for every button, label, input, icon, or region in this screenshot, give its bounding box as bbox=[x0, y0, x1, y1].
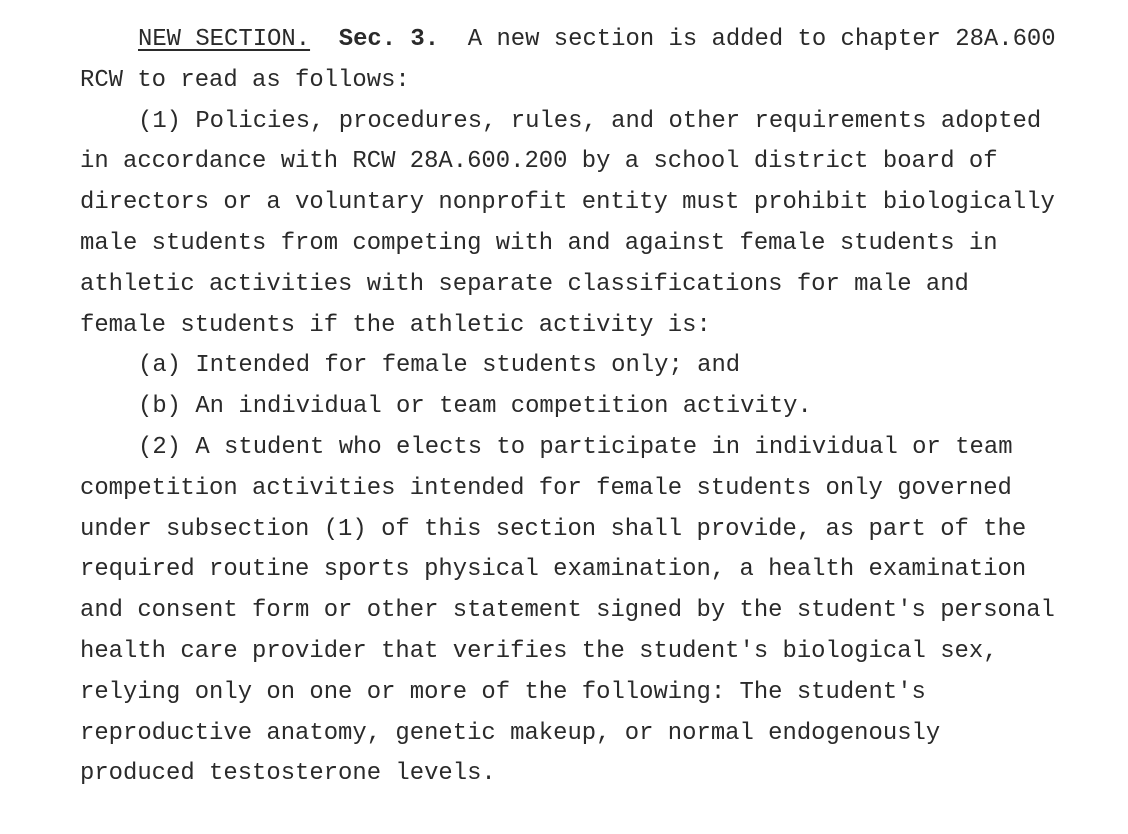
subsection-1-line: in accordance with RCW 28A.600.200 by a school district board of bbox=[80, 148, 998, 176]
section-heading-line bbox=[80, 20, 1080, 61]
subsection-2-line: competition activities intended for female students only governed bbox=[80, 474, 1012, 502]
item-a: (a) Intended for female students only; and bbox=[138, 352, 741, 380]
subsection-1-line: female students if the athletic activity is: bbox=[80, 311, 711, 339]
subsection-2-line: health care provider that verifies the student's biological sex, bbox=[80, 637, 998, 665]
subsection-1-line: male students from competing with and against female students in bbox=[80, 229, 998, 257]
subsection-2-line: relying only on one or more of the following: The student's bbox=[80, 678, 926, 706]
item-b: (b) An individual or team competition activity. bbox=[138, 393, 812, 421]
section-number: Sec. 3. bbox=[338, 26, 440, 53]
subsection-2-line: and consent form or other statement signed by the student's personal bbox=[80, 597, 1055, 625]
section-intro-line-2: RCW to read as follows: bbox=[80, 66, 410, 94]
section-intro-text: A new section is added to chapter 28A.600 bbox=[467, 26, 1056, 53]
subsection-1-line: directors or a voluntary nonprofit entity must prohibit biologically bbox=[80, 189, 1055, 217]
subsection-2-line: under subsection (1) of this section shall provide, as part of the bbox=[80, 515, 1027, 543]
subsection-2-line: (2) A student who elects to participate in individual or team bbox=[138, 433, 1013, 461]
subsection-2-line: required routine sports physical examination, a health examination bbox=[80, 556, 1027, 584]
subsection-2-line: reproductive anatomy, genetic makeup, or normal endogenously bbox=[80, 719, 941, 747]
legislative-text-page bbox=[80, 20, 1080, 795]
subsection-1-line: (1) Policies, procedures, rules, and other requirements adopted bbox=[138, 107, 1042, 135]
subsection-1-line: athletic activities with separate classifications for male and bbox=[80, 270, 969, 298]
new-section-label: NEW SECTION. bbox=[138, 26, 311, 53]
subsection-2-line: produced testosterone levels. bbox=[80, 760, 496, 788]
